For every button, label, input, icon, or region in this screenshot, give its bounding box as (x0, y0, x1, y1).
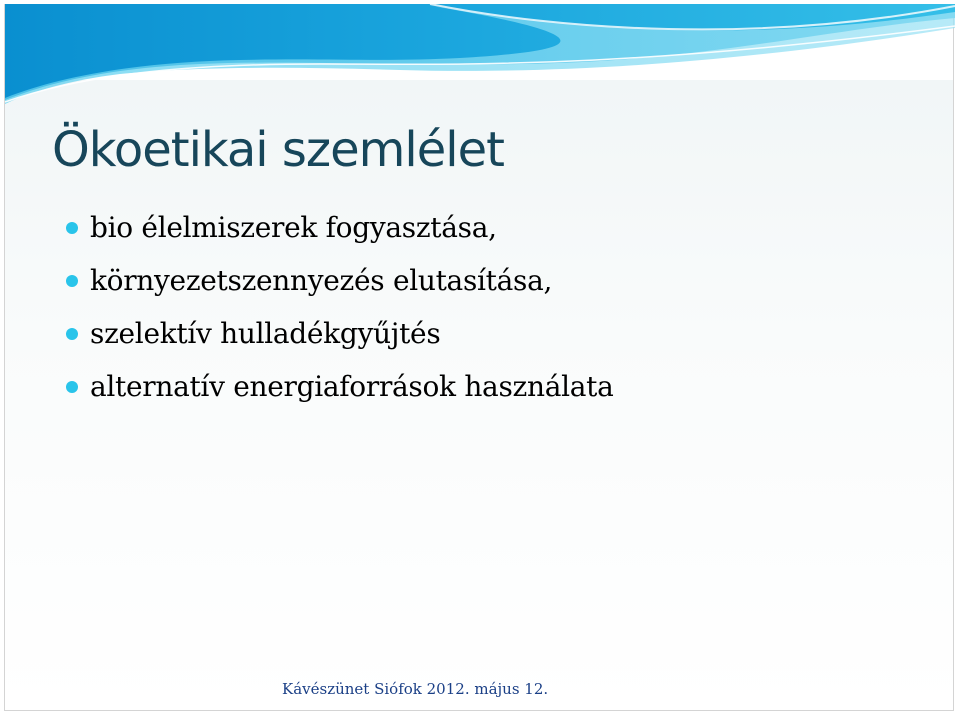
bullet-text: környezetszennyezés elutasítása, (90, 264, 553, 297)
slide-footer: Kávészünet Siófok 2012. május 12. (282, 680, 549, 698)
bullet-text: szelektív hulladékgyűjtés (90, 317, 441, 350)
bullet-text: bio élelmiszerek fogyasztása, (90, 211, 497, 244)
bullet-list (66, 208, 614, 420)
wave-main-shape (5, 4, 955, 100)
bullet-item (66, 314, 614, 367)
bullet-item (66, 208, 614, 261)
bullet-dot-icon (66, 381, 78, 393)
bullet-dot-icon (66, 328, 78, 340)
bullet-dot-icon (66, 222, 78, 234)
slide-title: Ökoetikai szemlélet (52, 122, 504, 178)
bullet-dot-icon (66, 275, 78, 287)
bullet-text: alternatív energiaforrások használata (90, 370, 614, 403)
header-wave-decoration (0, 0, 960, 120)
bullet-item (66, 261, 614, 314)
bullet-item (66, 367, 614, 420)
